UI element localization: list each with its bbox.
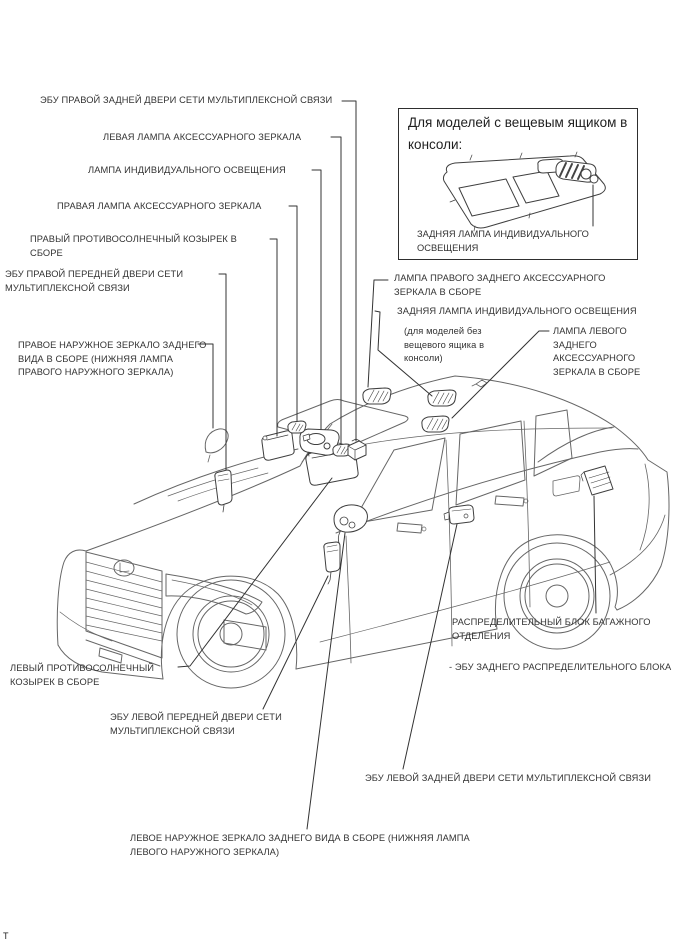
- callout-left-outside-mirror: ЛЕВОЕ НАРУЖНОЕ ЗЕРКАЛО ЗАДНЕГО ВИДА В СБОРЕ (НИЖНЯЯ ЛАМПА ЛЕВОГО НАРУЖНОГО ЗЕРКАЛА): [130, 833, 470, 857]
- callout-left-sun-visor: ЛЕВЫЙ ПРОТИВОСОЛНЕЧНЫЙ КОЗЫРЕК В СБОРЕ: [10, 663, 155, 687]
- ecu-right-front-door-art: [215, 470, 232, 512]
- callout-individual-light-lamp: ЛАМПА ИНДИВИДУАЛЬНОГО ОСВЕЩЕНИЯ: [88, 165, 286, 175]
- callout-rear-individual-light-note: (для моделей без вещевого ящика в консоли): [404, 326, 485, 363]
- callout-luggage-junction-block: РАСПРЕДЕЛИТЕЛЬНЫЙ БЛОК БАГАЖНОГО ОТДЕЛЕНИЯ: [452, 617, 651, 641]
- roof-lamp-rear-individual-art: [428, 390, 456, 406]
- callout-ecu-right-front-door: ЭБУ ПРАВОЙ ПЕРЕДНЕЙ ДВЕРИ СЕТИ МУЛЬТИПЛЕКСНОЙ СВЯЗИ: [5, 269, 184, 293]
- inset-box-title: Для моделей с вещевым ящиком в консоли:: [408, 115, 628, 152]
- callout-ecu-right-rear-door: ЭБУ ПРАВОЙ ЗАДНЕЙ ДВЕРИ СЕТИ МУЛЬТИПЛЕКСНОЙ СВЯЗИ: [40, 95, 333, 105]
- callout-rear-individual-light: ЗАДНЯЯ ЛАМПА ИНДИВИДУАЛЬНОГО ОСВЕЩЕНИЯ: [397, 306, 637, 316]
- right-accessory-mirror-lamp-art: [288, 421, 306, 433]
- callout-right-accessory-mirror-lamp: ПРАВАЯ ЛАМПА АКСЕССУАРНОГО ЗЕРКАЛА: [57, 201, 262, 211]
- roof-lamp-left-rear-art: [422, 416, 449, 432]
- roof-lamp-right-rear-art: [363, 388, 391, 404]
- page-footnote: T: [3, 931, 9, 941]
- callout-ecu-left-front-door: ЭБУ ЛЕВОЙ ПЕРЕДНЕЙ ДВЕРИ СЕТИ МУЛЬТИПЛЕКСНОЙ СВЯЗИ: [110, 712, 282, 736]
- callout-ecu-left-rear-door: ЭБУ ЛЕВОЙ ЗАДНЕЙ ДВЕРИ СЕТИ МУЛЬТИПЛЕКСНОЙ СВЯЗИ: [365, 773, 651, 783]
- callout-right-outside-mirror: ПРАВОЕ НАРУЖНОЕ ЗЕРКАЛО ЗАДНЕГО ВИДА В СБОРЕ (НИЖНЯЯ ЛАМПА ПРАВОГО НАРУЖНОГО ЗЕРКАЛА): [18, 340, 207, 377]
- right-outside-mirror-art: [205, 429, 228, 462]
- ecu-left-front-door-art: [324, 542, 340, 584]
- ecu-right-rear-door-art: [348, 439, 366, 460]
- inset-box-label: ЗАДНЯЯ ЛАМПА ИНДИВИДУАЛЬНОГО ОСВЕЩЕНИЯ: [417, 229, 589, 253]
- callout-rear-junction-block-ecu: - ЭБУ ЗАДНЕГО РАСПРЕДЕЛИТЕЛЬНОГО БЛОКА: [449, 662, 672, 672]
- luggage-junction-block-art: [581, 466, 613, 495]
- callout-left-accessory-mirror-lamp: ЛЕВАЯ ЛАМПА АКСЕССУАРНОГО ЗЕРКАЛА: [103, 132, 302, 142]
- right-sun-visor-art: [262, 431, 294, 460]
- left-outside-mirror-art: [334, 505, 367, 543]
- callout-right-sun-visor: ПРАВЫЙ ПРОТИВОСОЛНЕЧНЫЙ КОЗЫРЕК В СБОРЕ: [30, 234, 237, 258]
- callout-left-rear-accessory-mirror-lamp: ЛАМПА ЛЕВОГО ЗАДНЕГО АКСЕССУАРНОГО ЗЕРКАЛА В СБОРЕ: [553, 326, 641, 377]
- callout-right-rear-accessory-mirror-lamp: ЛАМПА ПРАВОГО ЗАДНЕГО АКСЕССУАРНОГО ЗЕРКАЛА В СБОРЕ: [394, 273, 606, 297]
